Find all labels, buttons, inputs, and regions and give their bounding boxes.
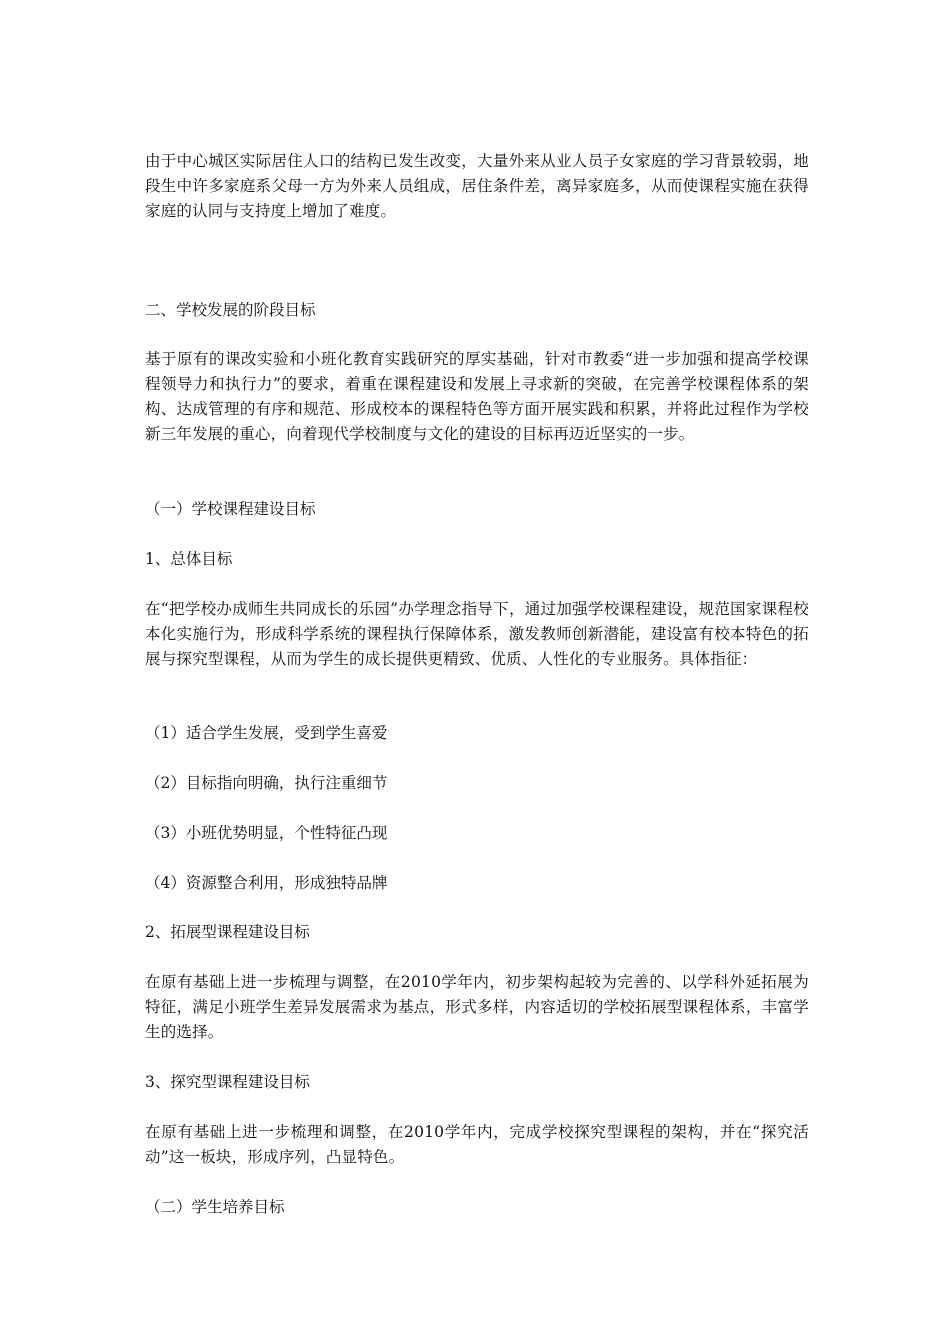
item-3-heading: 3、探究型课程建设目标 bbox=[145, 1073, 310, 1091]
point-2: （2）目标指向明确，执行注重细节 bbox=[145, 774, 388, 792]
section-2-heading: 二、学校发展的阶段目标 bbox=[145, 301, 316, 319]
intro-paragraph: 由于中心城区实际居住人口的结构已发生改变，大量外来从业人员子女家庭的学习背景较弱，地段生中许多家庭系父母一方为外来人员组成，居住条件差，离异家庭多，从而使课程实施在获得家庭的认同与支持度上增加了难度。 bbox=[145, 152, 809, 220]
point-4: （4）资源整合利用，形成独特品牌 bbox=[145, 874, 388, 892]
subsection-1-heading: （一）学校课程建设目标 bbox=[145, 500, 316, 518]
section-2-paragraph: 基于原有的课改实验和小班化教育实践研究的厚实基础，针对市教委“进一步加强和提高学校课程领导力和执行力”的要求，着重在课程建设和发展上寻求新的突破，在完善学校课程体系的架构、达成管理的有序和规范、形成校本的课程特色等方面开展实践和积累，并将此过程作为学校新三年发展的重心，向着现代学校制度与文化的建设的目标再迈近坚实的一步。 bbox=[145, 350, 809, 443]
point-3: （3）小班优势明显，个性特征凸现 bbox=[145, 824, 388, 842]
item-3-paragraph: 在原有基础上进一步梳理和调整，在2010学年内，完成学校探究型课程的架构，并在“探究活动”这一板块，形成序列，凸显特色。 bbox=[145, 1123, 809, 1166]
item-2-heading: 2、拓展型课程建设目标 bbox=[145, 923, 310, 941]
item-2-paragraph: 在原有基础上进一步梳理与调整，在2010学年内，初步架构起较为完善的、以学科外延拓展为特征，满足小班学生差异发展需求为基点，形式多样，内容适切的学校拓展型课程体系，丰富学生的选择。 bbox=[145, 973, 809, 1041]
item-1-paragraph: 在“把学校办成师生共同成长的乐园”办学理念指导下，通过加强学校课程建设，规范国家课程校本化实施行为，形成科学系统的课程执行保障体系，激发教师创新潜能，建设富有校本特色的拓展与探究型课程，从而为学生的成长提供更精致、优质、人性化的专业服务。具体指征： bbox=[145, 600, 809, 668]
point-1: （1）适合学生发展，受到学生喜爱 bbox=[145, 724, 388, 742]
subsection-2-heading: （二）学生培养目标 bbox=[145, 1198, 285, 1216]
item-1-heading: 1、总体目标 bbox=[145, 550, 233, 568]
